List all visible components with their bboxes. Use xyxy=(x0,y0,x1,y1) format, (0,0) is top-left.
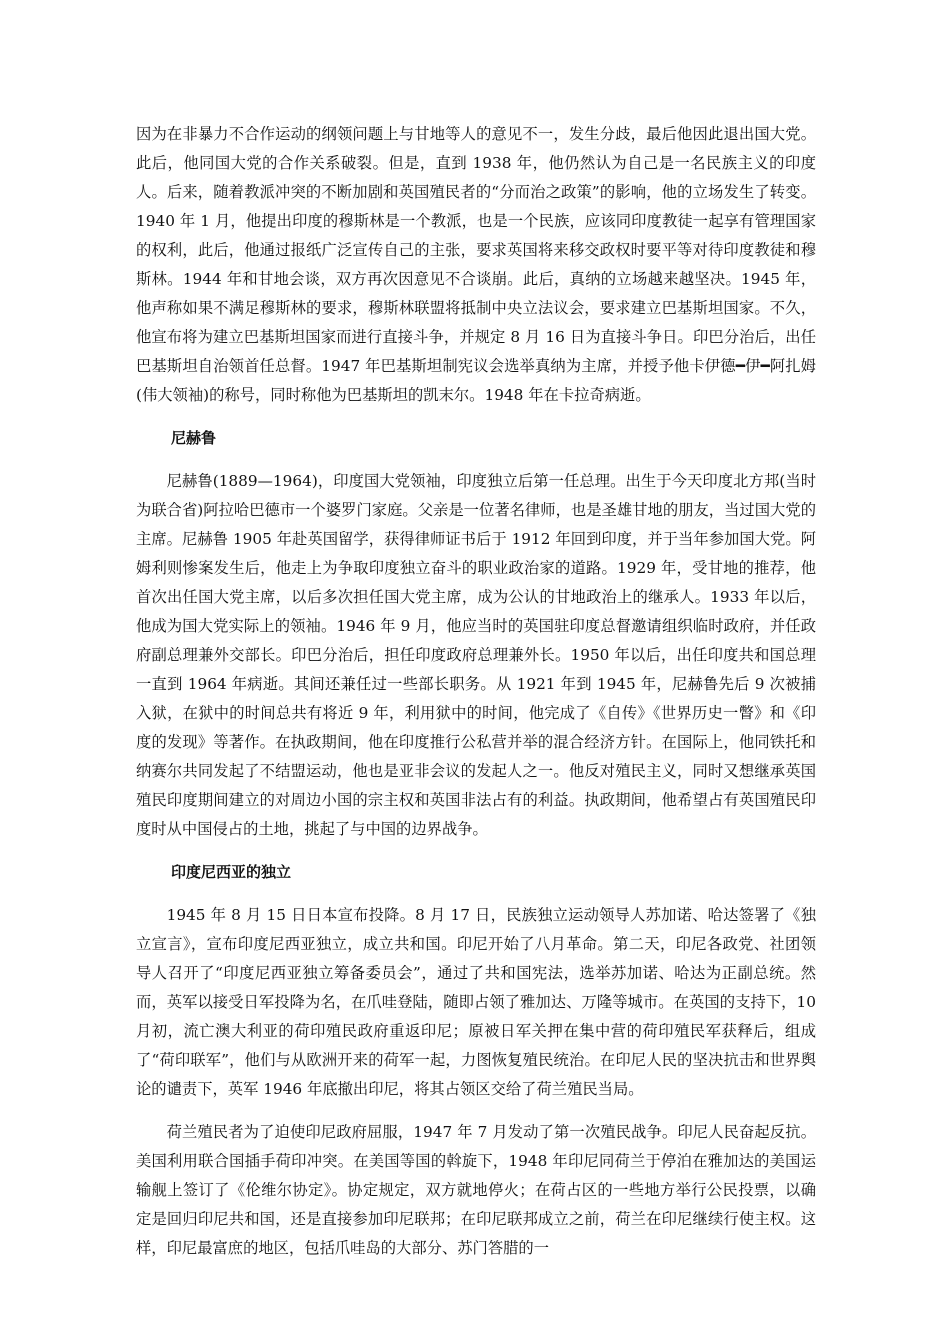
section-heading-nehru: 尼赫鲁 xyxy=(171,429,217,447)
paragraph-jinnah-continued: 因为在非暴力不合作运动的纲领问题上与甘地等人的意见不一，发生分歧，最后他因此退出国大党。此后，他同国大党的合作关系破裂。但是，直到 1938 年，他仍然认为自己是一名民族主义的印度人。后来，随着教派冲突的不断加剧和英国殖民者的“分而治之政策”的影响，他的立场发生了转变。1940 年 1 月，他提出印度的穆斯林是一个教派，也是一个民族，应该同印度教徒一起享有管理国家的权利，此后，他通过报纸广泛宣传自己的主张，要求英国将来移交政权时要平等对待印度教徒和穆斯林。1944 年和甘地会谈，双方再次因意见不合谈崩。此后，真纳的立场越来越坚决。1945 年，他声称如果不满足穆斯林的要求，穆斯林联盟将抵制中央立法议会，要求建立巴基斯坦国家。不久，他宣布将为建立巴基斯坦国家而进行直接斗争，并规定 8 月 16 日为直接斗争日。印巴分治后，出任巴基斯坦自治领首任总督。1947 年巴基斯坦制宪议会选举真纳为主席，并授予他卡伊德━伊━阿扎姆(伟大领袖)的称号，同时称他为巴基斯坦的凯末尔。1948 年在卡拉奇病逝。 xyxy=(136,125,816,404)
section-heading-indonesia: 印度尼西亚的独立 xyxy=(171,863,292,881)
paragraph-indonesia-independence: 1945 年 8 月 15 日日本宣布投降。8 月 17 日，民族独立运动领导人苏加诺、哈达签署了《独立宣言》，宣布印度尼西亚独立，成立共和国。印尼开始了八月革命。第二天，印尼各政党、社团领导人召开了“印度尼西亚独立筹备委员会”，通过了共和国宪法，选举苏加诺、哈达为正副总统。然而，英军以接受日军投降为名，在爪哇登陆，随即占领了雅加达、万隆等城市。在英国的支持下，10 月初，流亡澳大利亚的荷印殖民政府重返印尼；原被日军关押在集中营的荷印殖民军获释后，组成了“荷印联军”，他们与从欧洲开来的荷军一起，力图恢复殖民统治。在印尼人民的坚决抗击和世界舆论的谴责下，英军 1946 年底撤出印尼，将其占领区交给了荷兰殖民当局。 xyxy=(136,906,816,1098)
paragraph-dutch-colonial-war: 荷兰殖民者为了迫使印尼政府屈服，1947 年 7 月发动了第一次殖民战争。印尼人民奋起反抗。美国利用联合国插手荷印冲突。在美国等国的斡旋下，1948 年印尼同荷兰于停泊在雅加达的美国运输舰上签订了《伦维尔协定》。协定规定，双方就地停火；在荷占区的一些地方举行公民投票，以确定是回归印尼共和国，还是直接参加印尼联邦；在印尼联邦成立之前，荷兰在印尼继续行使主权。这样，印尼最富庶的地区，包括爪哇岛的大部分、苏门答腊的一 xyxy=(136,1123,816,1257)
document-page xyxy=(136,120,816,1263)
paragraph-nehru: 尼赫鲁(1889—1964)，印度国大党领袖，印度独立后第一任总理。出生于今天印度北方邦(当时为联合省)阿拉哈巴德市一个婆罗门家庭。父亲是一位著名律师，也是圣雄甘地的朋友，当过国大党的主席。尼赫鲁 1905 年赴英国留学，获得律师证书后于 1912 年回到印度，并于当年参加国大党。阿姆利则惨案发生后，他走上为争取印度独立奋斗的职业政治家的道路。1929 年，受甘地的推荐，他首次出任国大党主席，以后多次担任国大党主席，成为公认的甘地政治上的继承人。1933 年以后，他成为国大党实际上的领袖。1946 年 9 月，他应当时的英国驻印度总督邀请组织临时政府，并任政府副总理兼外交部长。印巴分治后，担任印度政府总理兼外长。1950 年以后，出任印度共和国总理一直到 1964 年病逝。其间还兼任过一些部长职务。从 1921 年到 1945 年，尼赫鲁先后 9 次被捕入狱，在狱中的时间总共有将近 9 年，利用狱中的时间，他完成了《自传》《世界历史一瞥》和《印度的发现》等著作。在执政期间，他在印度推行公私营并举的混合经济方针。在国际上，他同铁托和纳赛尔共同发起了不结盟运动，他也是亚非会议的发起人之一。他反对殖民主义，同时又想继承英国殖民印度期间建立的对周边小国的宗主权和英国非法占有的利益。执政期间，他希望占有英国殖民印度时从中国侵占的土地，挑起了与中国的边界战争。 xyxy=(136,472,816,838)
